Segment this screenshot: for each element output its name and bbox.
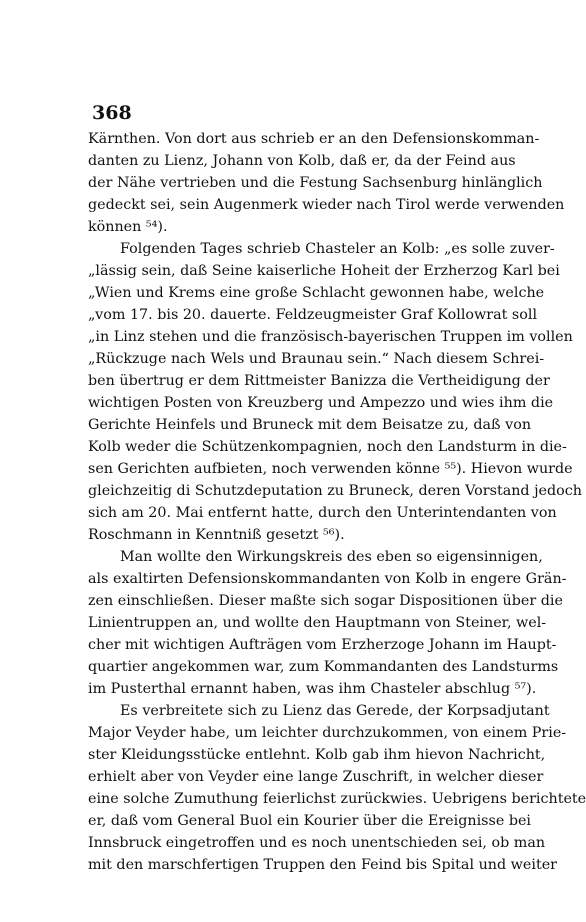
page-number: 368	[92, 102, 132, 124]
paragraph-start-line: Folgenden Tages schrieb Chasteler an Kolb: „es solle zuver-	[120, 241, 555, 257]
text-line: cher mit wichtigen Aufträgen vom Erzherzoge Johann im Haupt-	[88, 637, 557, 653]
text-line: sich am 20. Mai entfernt hatte, durch den Unterintendanten von	[88, 505, 557, 521]
text-line: Roschmann in Kenntniß gesetzt ⁵⁶).	[88, 527, 345, 543]
text-line: sen Gerichten aufbieten, noch verwenden könne ⁵⁵). Hievon wurde	[88, 461, 573, 477]
text-line: „Rückzuge nach Wels und Braunau sein.“ Nach diesem Schrei-	[88, 351, 545, 367]
text-line: eine solche Zumuthung feierlichst zurückwies. Uebrigens berichtete	[88, 791, 586, 807]
text-line: wichtigen Posten von Kreuzberg und Ampezzo und wies ihm die	[88, 395, 554, 411]
text-line: der Nähe vertrieben und die Festung Sachsenburg hinlänglich	[88, 175, 543, 191]
text-line: ben übertrug er dem Rittmeister Banizza die Vertheidigung der	[88, 373, 550, 389]
text-line: als exaltirten Defensionskommandanten von Kolb in engere Grän-	[88, 571, 567, 587]
text-line: mit den marschfertigen Truppen den Feind bis Spital und weiter	[88, 857, 557, 873]
text-line: erhielt aber von Veyder eine lange Zuschrift, in welcher dieser	[88, 769, 544, 785]
text-line: Innsbruck eingetroffen und es noch unentschieden sei, ob man	[88, 835, 546, 851]
text-line: im Pusterthal ernannt haben, was ihm Chasteler abschlug ⁵⁷).	[88, 681, 537, 697]
text-line: können ⁵⁴).	[88, 219, 168, 235]
paragraph-start-line: Man wollte den Wirkungskreis des eben so eigensinnigen,	[120, 549, 543, 565]
paragraph-start-line: Es verbreitete sich zu Lienz das Gerede, der Korpsadjutant	[120, 703, 550, 719]
text-line: zen einschließen. Dieser maßte sich sogar Dispositionen über die	[88, 593, 563, 609]
text-line: gleichzeitig di Schutzdeputation zu Bruneck, deren Vorstand jedoch	[88, 483, 582, 499]
text-line: quartier angekommen war, zum Kommandanten des Landsturms	[88, 659, 559, 675]
text-line: Linientruppen an, und wollte den Hauptmann von Steiner, wel-	[88, 615, 547, 631]
text-line: Major Veyder habe, um leichter durchzukommen, von einem Prie-	[88, 725, 567, 741]
text-line: Kärnthen. Von dort aus schrieb er an den Defensionskomman-	[88, 131, 540, 147]
text-line: danten zu Lienz, Johann von Kolb, daß er, da der Feind aus	[88, 153, 516, 169]
text-line: „lässig sein, daß Seine kaiserliche Hoheit der Erzherzog Karl bei	[88, 263, 560, 279]
text-line: er, daß vom General Buol ein Kourier über die Ereignisse bei	[88, 813, 532, 829]
text-line: Gerichte Heinfels und Bruneck mit dem Beisatze zu, daß von	[88, 417, 532, 433]
text-line: „Wien und Krems eine große Schlacht gewonnen habe, welche	[88, 285, 545, 301]
text-line: gedeckt sei, sein Augenmerk wieder nach Tirol werde verwenden	[88, 197, 565, 213]
text-line: „in Linz stehen und die französisch-bayerischen Truppen im vollen	[88, 329, 573, 345]
text-line: „vom 17. bis 20. dauerte. Feldzeugmeister Graf Kollowrat soll	[88, 307, 538, 323]
text-line: Kolb weder die Schützenkompagnien, noch den Landsturm in die-	[88, 439, 567, 455]
text-line: ster Kleidungsstücke entlehnt. Kolb gab ihm hievon Nachricht,	[88, 747, 546, 763]
